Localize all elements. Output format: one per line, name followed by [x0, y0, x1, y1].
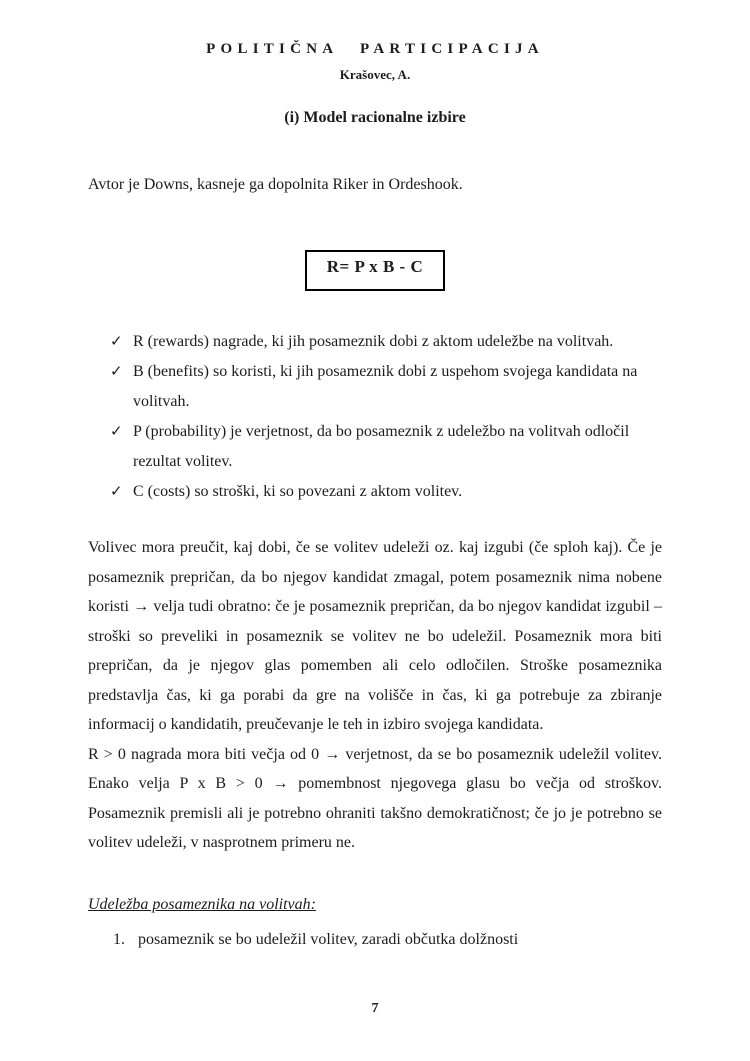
numbered-list: [88, 929, 662, 951]
list-item-number: 1.: [113, 930, 125, 948]
list-item: [88, 327, 662, 357]
body-paragraph: R > 0 nagrada mora biti večja od 0 → verjetnost, da se bo posameznik udeležil volitev. Enako velja P x B > 0 → pomembnost njegovega glasu bo večja od stroškov. Posameznik premisli ali je potrebno ohraniti takšno demokratičnost; če jo je potrebno se volitev udeleži, v nasprotnem primeru ne.: [88, 745, 662, 851]
document-title: POLITIČNA PARTICIPACIJA: [206, 41, 544, 57]
list-item: [88, 929, 662, 951]
checklist: [88, 327, 662, 507]
intro-paragraph: Avtor je Downs, kasneje ga dopolnita Riker in Ordeshook.: [88, 176, 463, 193]
checkmark-icon: ✓: [110, 334, 123, 350]
list-item: [88, 357, 662, 417]
list-item-text: posameznik se bo udeležil volitev, zaradi občutka dolžnosti: [138, 930, 519, 948]
checkmark-icon: ✓: [110, 484, 123, 500]
body-paragraph: Volivec mora preučit, kaj dobi, če se volitev udeleži oz. kaj izgubi (če sploh kaj). Če je posameznik prepričan, da bo njegov kandidat zmagal, potem posameznik nima nobene koristi → velja tudi obratno: če je posameznik prepričan, da bo njegov kandidat izgubil – stroški so preveliki in posameznik se volitev ne bo udeležil. Posameznik mora biti prepričan, da je njegov glas pomemben ali celo odločilen. Stroške posameznika predstavlja čas, ki ga porabi da gre na volišče in čas, ki ga potrebuje za zbiranje informacij o kandidatih, preučevanje le teh in izbiro svojega kandidata.: [88, 539, 662, 733]
formula-container: [88, 250, 662, 291]
formula-box: R= P x B - C: [305, 250, 445, 291]
document-author: Krašovec, A.: [339, 67, 411, 82]
checklist-item-text: C (costs) so stroški, ki so povezani z aktom volitev.: [133, 483, 463, 500]
checkmark-icon: ✓: [110, 364, 123, 380]
list-item: [88, 417, 662, 477]
checkmark-icon: ✓: [110, 424, 123, 440]
subsection-heading: Udeležba posameznika na volitvah:: [88, 895, 316, 913]
checklist-item-text: R (rewards) nagrade, ki jih posameznik dobi z aktom udeležbe na volitvah.: [133, 333, 614, 350]
page-number: 7: [371, 1001, 379, 1016]
checklist-item-text: B (benefits) so koristi, ki jih posameznik dobi z uspehom svojega kandidata na volitvah.: [133, 363, 638, 410]
checklist-item-text: P (probability) je verjetnost, da bo posameznik z udeležbo na volitvah odločil rezultat volitev.: [133, 423, 630, 470]
section-title: (i) Model racionalne izbire: [284, 109, 466, 126]
list-item: [88, 477, 662, 507]
